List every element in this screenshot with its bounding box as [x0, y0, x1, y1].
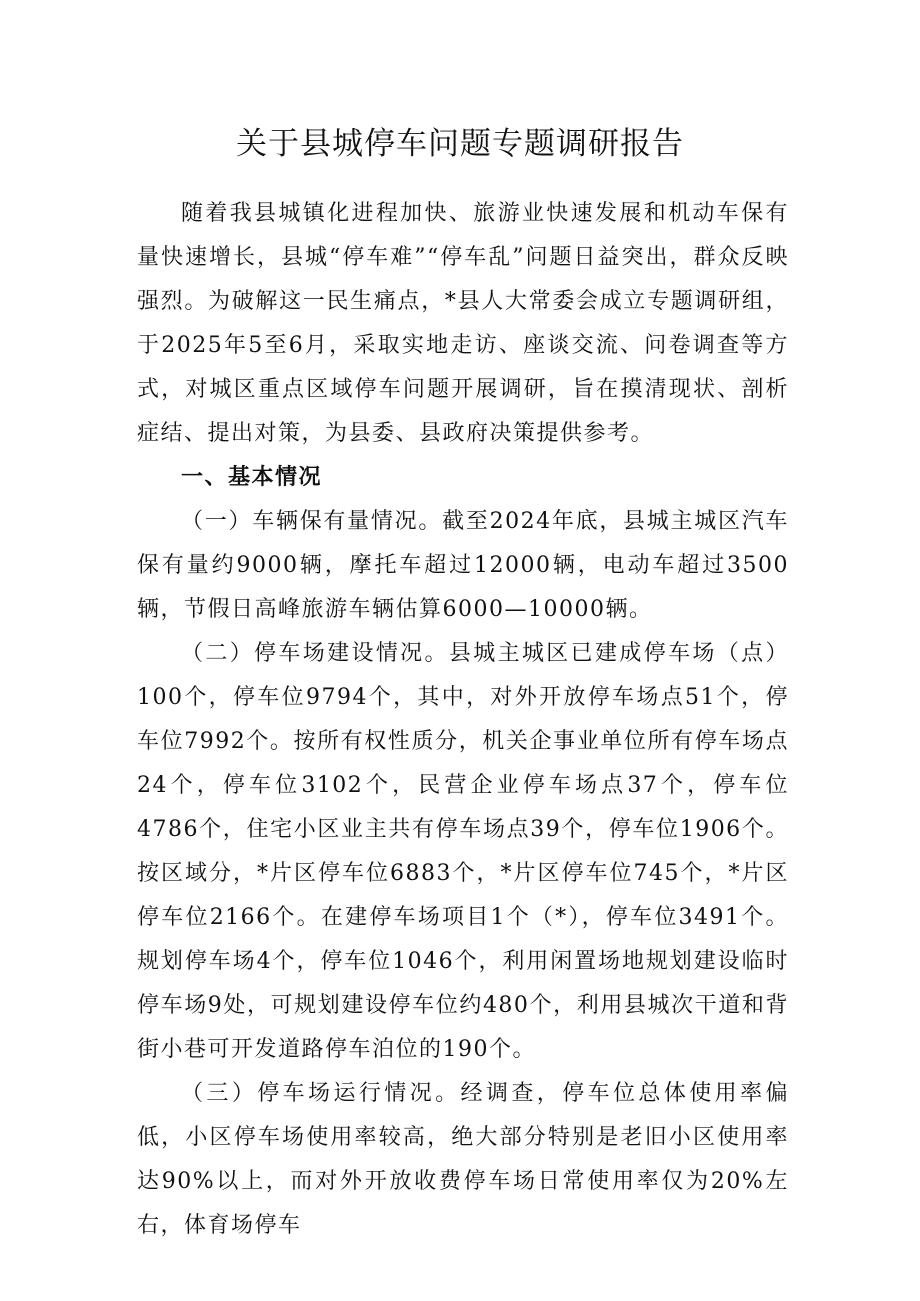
paragraph-parking-construction: （二）停车场建设情况。县城主城区已建成停车场（点）100个，停车位9794个，其中，对外开放停车场点51个，停车位7992个。按所有权性质分，机关企事业单位所有停车场点24个，停车位3102个，民营企业停车场点37个，停车位4786个，住宅小区业主共有停车场点39个，停车位1906个。按区域分，*片区停车位6883个，*片区停车位745个，*片区停车位2166个。在建停车场项目1个（*），停车位3491个。规划停车场4个，停车位1046个，利用闲置场地规划建设临时停车场9处，可规划建设停车位约480个，利用县城次干道和背街小巷可开发道路停车泊位的190个。 — [137, 641, 789, 1062]
document-body — [137, 192, 789, 1248]
section-heading-basic-situation: 一、基本情况 — [181, 465, 323, 490]
intro-paragraph: 随着我县城镇化进程加快、旅游业快速发展和机动车保有量快速增长，县城“停车难”“停车乱”问题日益突出，群众反映强烈。为破解这一民生痛点，*县人大常委会成立专题调研组，于2025年5至6月，采取实地走访、座谈交流、问卷调查等方式，对城区重点区域停车问题开展调研，旨在摸清现状、剖析症结、提出对策，为县委、县政府决策提供参考。 — [137, 201, 789, 446]
paragraph-parking-operation: （三）停车场运行情况。经调查，停车位总体使用率偏低，小区停车场使用率较高，绝大部分特别是老旧小区使用率达90%以上，而对外开放收费停车场日常使用率仅为20%左右，体育场停车 — [137, 1081, 789, 1238]
paragraph-vehicle-ownership: （一）车辆保有量情况。截至2024年底，县城主城区汽车保有量约9000辆，摩托车超过12000辆，电动车超过3500辆，节假日高峰旅游车辆估算6000—10000辆。 — [137, 509, 789, 622]
document-title: 关于县城停车问题专题调研报告 — [236, 126, 684, 162]
